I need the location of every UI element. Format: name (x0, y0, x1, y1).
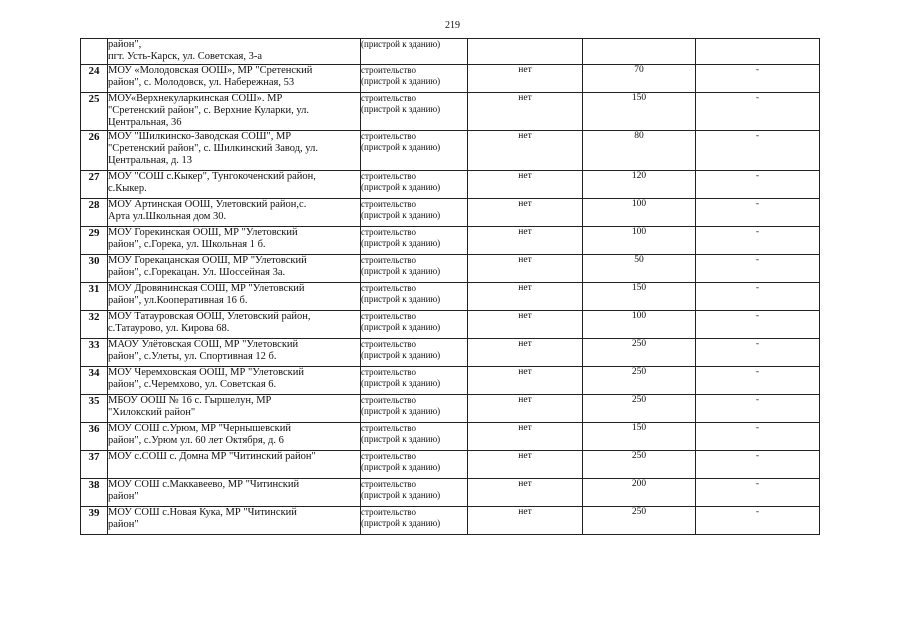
table-row (81, 39, 820, 65)
availability-cell (468, 507, 583, 535)
work-type-line: (пристрой к зданию) (361, 294, 441, 304)
school-name-line: "Сретенский район", с. Шилкинский Завод, ул. (108, 143, 318, 154)
school-name-line: пгт. Усть-Карск, ул. Советская, 3-а (108, 51, 263, 62)
school-name-line: МОУ «Молодовская ООШ», МР "Сретенский (108, 65, 313, 76)
row-number-cell (81, 39, 108, 65)
last-column-cell (696, 395, 820, 423)
school-name-line: МОУ СОШ с.Новая Кука, МР "Читинский (108, 507, 297, 518)
work-type-line: строительство (361, 451, 416, 461)
work-type-line: (пристрой к зданию) (361, 406, 441, 416)
capacity-value: 250 (631, 507, 647, 517)
work-type-line: строительство (361, 423, 416, 433)
row-number: 28 (88, 199, 100, 211)
capacity-value: 80 (634, 131, 644, 141)
school-name-line: район", с.Горекацан. Ул. Шоссейная 3а. (108, 267, 286, 278)
table-row (81, 339, 820, 367)
work-type-line: строительство (361, 131, 416, 141)
work-type-cell (361, 131, 468, 171)
capacity-value: 250 (631, 367, 647, 377)
table-row (81, 227, 820, 255)
school-name-line: район", с.Улеты, ул. Спортивная 12 б. (108, 351, 277, 362)
table-body (81, 39, 820, 535)
table-row (81, 367, 820, 395)
capacity-value: 100 (631, 227, 647, 237)
school-name-line: МОУ Горекацанская ООШ, МР "Улетовский (108, 255, 307, 266)
availability-cell (468, 283, 583, 311)
school-name-line: МОУ Татауровская ООШ, Улетовский район, (108, 311, 311, 322)
last-column-cell (696, 507, 820, 535)
row-number-cell (81, 479, 108, 507)
school-name-line: МОУ«Верхнекуларкинская СОШ». МР (108, 93, 283, 104)
row-number: 39 (88, 507, 100, 519)
work-type-line: (пристрой к зданию) (361, 76, 441, 86)
row-number-cell (81, 367, 108, 395)
work-type-cell (361, 423, 468, 451)
school-name-line: МОУ СОШ с.Маккавеево, МР "Читинский (108, 479, 300, 490)
last-column-cell (696, 339, 820, 367)
school-name-cell (108, 171, 361, 199)
school-name-cell (108, 65, 361, 93)
school-name-line: "Сретенский район", с. Верхние Куларки, ул. (108, 105, 310, 116)
row-number-cell (81, 65, 108, 93)
table-row (81, 451, 820, 479)
availability-value: нет (518, 395, 532, 405)
availability-value: нет (518, 283, 532, 293)
row-number: 33 (88, 339, 100, 351)
last-column-cell (696, 171, 820, 199)
work-type-cell (361, 451, 468, 479)
availability-value: нет (518, 227, 532, 237)
availability-cell (468, 367, 583, 395)
table-row (81, 283, 820, 311)
last-column-cell (696, 311, 820, 339)
school-name-line: МОУ Горекинская ООШ, МР "Улетовский (108, 227, 298, 238)
capacity-cell (583, 479, 696, 507)
capacity-value: 70 (634, 65, 644, 75)
school-name-line: район" (108, 519, 139, 530)
school-name-cell (108, 199, 361, 227)
row-number: 24 (88, 65, 100, 77)
work-type-cell (361, 395, 468, 423)
work-type-cell (361, 199, 468, 227)
availability-value: нет (518, 255, 532, 265)
row-number: 27 (88, 171, 100, 183)
table-row (81, 311, 820, 339)
capacity-value: 250 (631, 395, 647, 405)
last-column-value: - (755, 395, 760, 405)
school-name-line: Центральная, д. 13 (108, 155, 193, 166)
row-number-cell (81, 199, 108, 227)
last-column-value: - (755, 479, 760, 489)
row-number: 34 (88, 367, 100, 379)
row-number: 32 (88, 311, 100, 323)
capacity-value: 150 (631, 283, 647, 293)
capacity-cell (583, 65, 696, 93)
capacity-cell (583, 39, 696, 65)
availability-cell (468, 395, 583, 423)
work-type-line: (пристрой к зданию) (361, 104, 441, 114)
availability-cell (468, 93, 583, 131)
school-name-line: район", с.Урюм ул. 60 лет Октября, д. 6 (108, 435, 284, 446)
school-name-line: МОУ СОШ с.Урюм, МР "Чернышевский (108, 423, 291, 434)
school-name-line: МОУ с.СОШ с. Домна МР "Читинский район" (108, 451, 316, 462)
row-number-cell (81, 311, 108, 339)
last-column-value: - (755, 199, 760, 209)
table-row (81, 199, 820, 227)
work-type-line: строительство (361, 339, 416, 349)
row-number: 31 (88, 283, 100, 295)
school-name-line: Центральная, 36 (108, 117, 182, 128)
work-type-line: строительство (361, 311, 416, 321)
work-type-line: (пристрой к зданию) (361, 378, 441, 388)
row-number-cell (81, 451, 108, 479)
capacity-cell (583, 423, 696, 451)
work-type-cell (361, 479, 468, 507)
school-name-line: МБОУ ООШ № 16 с. Гыршелун, МР (108, 395, 272, 406)
work-type-line: (пристрой к зданию) (361, 210, 441, 220)
school-name-line: район" (108, 491, 139, 502)
school-name-cell (108, 479, 361, 507)
school-name-cell (108, 311, 361, 339)
school-name-line: "Хилокский район" (108, 407, 196, 418)
row-number-cell (81, 227, 108, 255)
last-column-value: - (755, 131, 760, 141)
table-row (81, 507, 820, 535)
work-type-line: строительство (361, 507, 416, 517)
school-name-cell (108, 39, 361, 65)
school-name-line: район", с.Черемхово, ул. Советская 6. (108, 379, 277, 390)
row-number: 35 (88, 395, 100, 407)
capacity-cell (583, 395, 696, 423)
school-name-line: с.Татаурово, ул. Кирова 68. (108, 323, 230, 334)
school-name-line: МОУ "СОШ с.Кыкер", Тунгокоченский район, (108, 171, 316, 182)
school-name-line: МОУ "Шилкинско-Заводская СОШ", МР (108, 131, 292, 142)
school-name-cell (108, 367, 361, 395)
capacity-cell (583, 311, 696, 339)
row-number-cell (81, 507, 108, 535)
last-column-value: - (755, 311, 760, 321)
work-type-cell (361, 367, 468, 395)
availability-cell (468, 423, 583, 451)
school-name-cell (108, 451, 361, 479)
last-column-value: - (755, 227, 760, 237)
work-type-line: строительство (361, 227, 416, 237)
row-number-cell (81, 395, 108, 423)
availability-value: нет (518, 339, 532, 349)
work-type-line: строительство (361, 283, 416, 293)
work-type-line: (пристрой к зданию) (361, 490, 441, 500)
row-number-cell (81, 255, 108, 283)
last-column-cell (696, 367, 820, 395)
availability-cell (468, 255, 583, 283)
school-name-line: МАОУ Улётовская СОШ, МР "Улетовский (108, 339, 299, 350)
school-name-line: МОУ Черемховская ООШ, МР "Улетовский (108, 367, 304, 378)
capacity-cell (583, 451, 696, 479)
availability-value: нет (518, 367, 532, 377)
school-name-cell (108, 395, 361, 423)
capacity-cell (583, 131, 696, 171)
availability-value: нет (518, 311, 532, 321)
school-name-line: с.Кыкер. (108, 183, 147, 194)
last-column-value: - (755, 423, 760, 433)
capacity-cell (583, 283, 696, 311)
work-type-line: строительство (361, 395, 416, 405)
work-type-cell (361, 255, 468, 283)
work-type-line: (пристрой к зданию) (361, 266, 441, 276)
school-name-line: район", с.Горека, ул. Школьная 1 б. (108, 239, 266, 250)
capacity-value: 150 (631, 423, 647, 433)
capacity-cell (583, 255, 696, 283)
last-column-cell (696, 227, 820, 255)
row-number-cell (81, 171, 108, 199)
work-type-cell (361, 339, 468, 367)
row-number: 29 (88, 227, 100, 239)
availability-cell (468, 171, 583, 199)
work-type-line: (пристрой к зданию) (361, 434, 441, 444)
capacity-cell (583, 339, 696, 367)
work-type-line: (пристрой к зданию) (361, 350, 441, 360)
capacity-value: 250 (631, 339, 647, 349)
capacity-cell (583, 227, 696, 255)
availability-value: нет (518, 93, 532, 103)
capacity-cell (583, 171, 696, 199)
schools-table (80, 38, 820, 535)
table-row (81, 171, 820, 199)
last-column-cell (696, 93, 820, 131)
last-column-value: - (755, 339, 760, 349)
work-type-line: (пристрой к зданию) (361, 142, 441, 152)
row-number-cell (81, 339, 108, 367)
work-type-line: строительство (361, 171, 416, 181)
page-number: 219 (445, 20, 460, 31)
last-column-cell (696, 451, 820, 479)
availability-cell (468, 311, 583, 339)
row-number: 36 (88, 423, 100, 435)
work-type-line: строительство (361, 479, 416, 489)
work-type-line: строительство (361, 199, 416, 209)
availability-value: нет (518, 65, 532, 75)
last-column-value: - (755, 283, 760, 293)
capacity-cell (583, 507, 696, 535)
school-name-cell (108, 423, 361, 451)
availability-value: нет (518, 199, 532, 209)
school-name-cell (108, 283, 361, 311)
last-column-value: - (755, 451, 760, 461)
availability-value: нет (518, 479, 532, 489)
school-name-line: район", ул.Кооперативная 16 б. (108, 295, 248, 306)
capacity-cell (583, 367, 696, 395)
work-type-line: (пристрой к зданию) (361, 322, 441, 332)
work-type-cell (361, 283, 468, 311)
table-row (81, 93, 820, 131)
work-type-cell (361, 171, 468, 199)
last-column-cell (696, 479, 820, 507)
work-type-line: строительство (361, 65, 416, 75)
last-column-value: - (755, 93, 760, 103)
row-number-cell (81, 423, 108, 451)
availability-cell (468, 339, 583, 367)
capacity-value: 120 (631, 171, 647, 181)
capacity-value: 100 (631, 311, 647, 321)
last-column-cell (696, 65, 820, 93)
work-type-line: (пристрой к зданию) (361, 182, 441, 192)
last-column-value: - (755, 507, 760, 517)
school-name-line: МОУ Артинская ООШ, Улетовский район,с. (108, 199, 307, 210)
table-row (81, 65, 820, 93)
capacity-cell (583, 199, 696, 227)
row-number: 30 (88, 255, 100, 267)
availability-cell (468, 131, 583, 171)
availability-cell (468, 451, 583, 479)
capacity-value: 100 (631, 199, 647, 209)
last-column-cell (696, 199, 820, 227)
school-name-cell (108, 255, 361, 283)
capacity-value: 50 (634, 255, 644, 265)
row-number: 37 (88, 451, 100, 463)
table-row (81, 395, 820, 423)
table-row (81, 479, 820, 507)
availability-cell (468, 199, 583, 227)
last-column-cell (696, 131, 820, 171)
work-type-cell (361, 311, 468, 339)
work-type-cell (361, 227, 468, 255)
work-type-line: (пристрой к зданию) (361, 518, 441, 528)
last-column-cell (696, 39, 820, 65)
last-column-value: - (755, 171, 760, 181)
work-type-cell (361, 93, 468, 131)
school-name-cell (108, 227, 361, 255)
work-type-line: (пристрой к зданию) (361, 238, 441, 248)
school-name-cell (108, 93, 361, 131)
last-column-value: - (755, 367, 760, 377)
school-name-line: район", с. Молодовск, ул. Набережная, 53 (108, 77, 295, 88)
last-column-cell (696, 255, 820, 283)
school-name-line: район", (108, 39, 142, 50)
last-column-cell (696, 423, 820, 451)
availability-value: нет (518, 423, 532, 433)
work-type-line: строительство (361, 255, 416, 265)
availability-value: нет (518, 171, 532, 181)
work-type-line: (пристрой к зданию) (361, 462, 441, 472)
school-name-line: Арта ул.Школьная дом 30. (108, 211, 227, 222)
capacity-value: 250 (631, 451, 647, 461)
school-name-cell (108, 339, 361, 367)
last-column-cell (696, 283, 820, 311)
work-type-cell (361, 507, 468, 535)
row-number-cell (81, 131, 108, 171)
row-number: 26 (88, 131, 100, 143)
work-type-cell (361, 39, 468, 65)
table-row (81, 255, 820, 283)
work-type-cell (361, 65, 468, 93)
row-number: 38 (88, 479, 100, 491)
work-type-line: строительство (361, 367, 416, 377)
school-name-line: МОУ Дровянинская СОШ, МР "Улетовский (108, 283, 305, 294)
availability-value: нет (518, 131, 532, 141)
last-column-value: - (755, 255, 760, 265)
availability-value: нет (518, 451, 532, 461)
row-number-cell (81, 93, 108, 131)
last-column-value: - (755, 65, 760, 75)
capacity-value: 150 (631, 93, 647, 103)
table-row (81, 131, 820, 171)
availability-cell (468, 39, 583, 65)
school-name-cell (108, 507, 361, 535)
table-row (81, 423, 820, 451)
availability-cell (468, 65, 583, 93)
availability-cell (468, 227, 583, 255)
work-type-line: (пристрой к зданию) (361, 39, 441, 49)
capacity-cell (583, 93, 696, 131)
school-name-cell (108, 131, 361, 171)
row-number-cell (81, 283, 108, 311)
row-number: 25 (88, 93, 100, 105)
availability-value: нет (518, 507, 532, 517)
capacity-value: 200 (631, 479, 647, 489)
availability-cell (468, 479, 583, 507)
work-type-line: строительство (361, 93, 416, 103)
